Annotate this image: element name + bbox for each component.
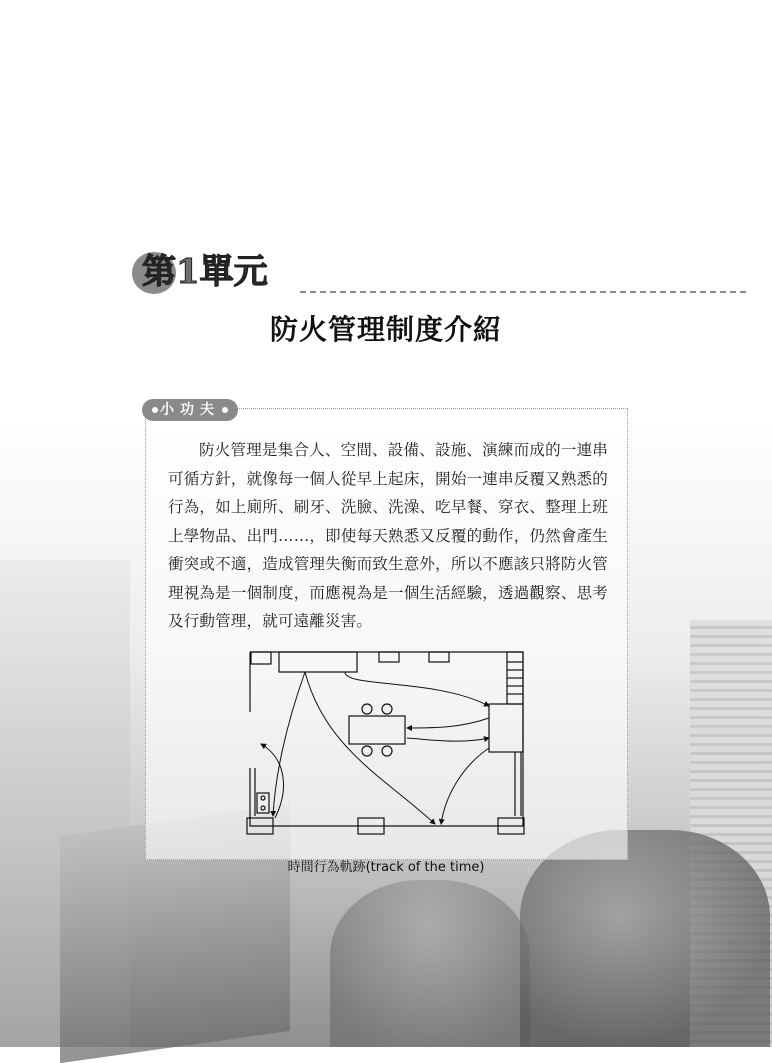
bullet-dot-icon <box>152 407 158 413</box>
tip-label-text: 小功夫 <box>160 402 220 418</box>
tip-paragraph: 防火管理是集合人、空間、設備、設施、演練而成的一連串可循方針，就像每一個人從早上起床，開始一連串反覆又熟悉的行為，如上廁所、刷牙、洗臉、洗澡、吃早餐、穿衣、整理上班上學物品、出門……，即使每天熟悉又反覆的動作，仍然會產生衝突或不適，造成管理失衡而致生意外，所以不應該只將防火管理視為是一個制度，而應視為是一個生活經驗，透過觀察、思考及行動管理，就可遠離災害。 <box>168 441 608 630</box>
counter-top <box>279 652 357 672</box>
fixture-top-left <box>251 652 271 664</box>
cabinet-right <box>489 704 523 752</box>
unit-label: 第1單元 <box>142 252 268 292</box>
unit-header <box>132 250 614 294</box>
dining-table <box>349 716 405 744</box>
bullet-dot-icon <box>222 407 228 413</box>
page-title: 防火管理制度介紹 <box>269 313 502 346</box>
fixture-top-right <box>429 652 449 662</box>
tip-label-badge <box>142 399 238 421</box>
fixture-top-mid <box>379 652 399 662</box>
unit-divider <box>300 291 746 293</box>
diagram-caption: 時間行為軌跡(track of the time) <box>287 860 485 875</box>
background-firefighter-center <box>330 880 530 1047</box>
floor-plan-diagram <box>245 648 530 838</box>
